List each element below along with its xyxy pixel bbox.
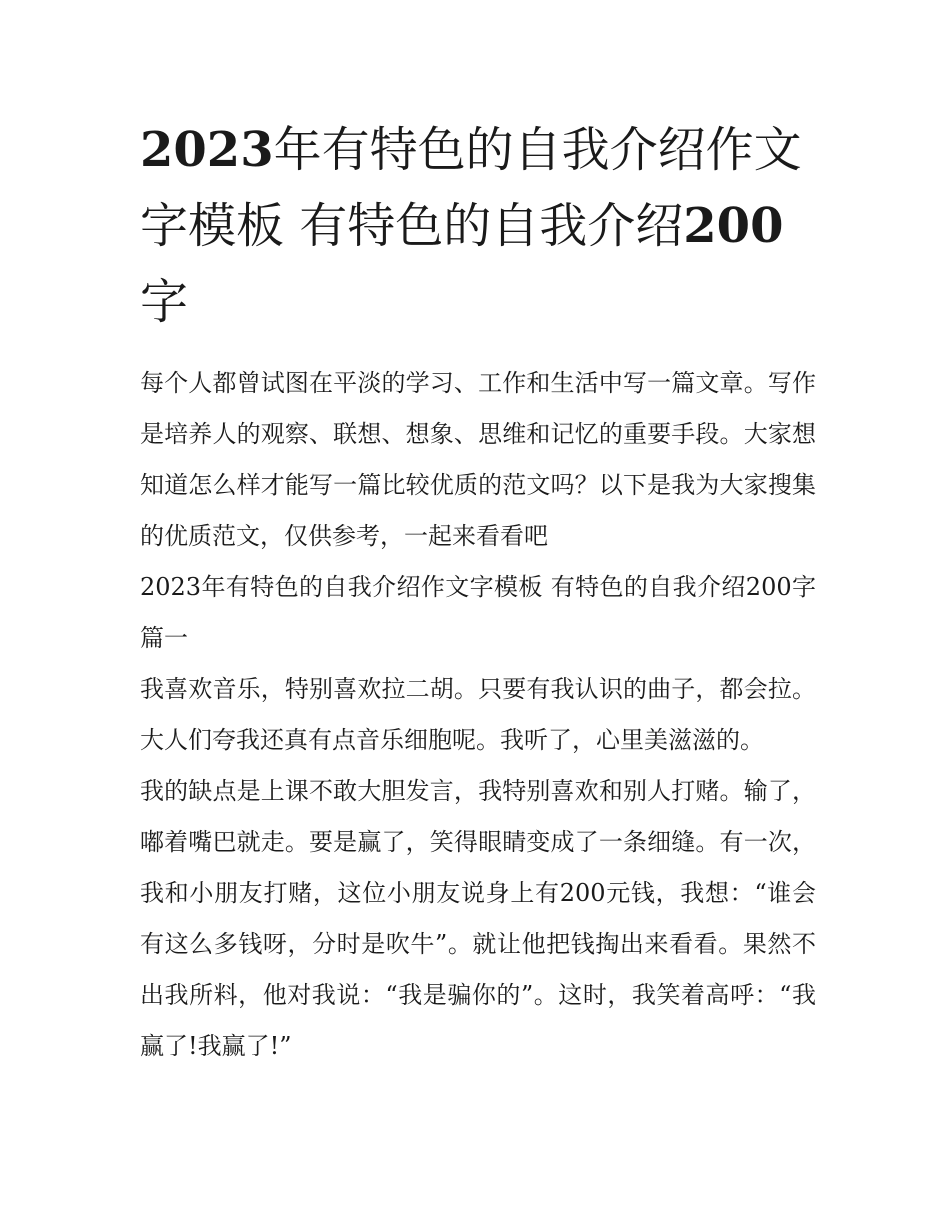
body-paragraph-1: 我喜欢音乐，特别喜欢拉二胡。只要有我认识的曲子，都会拉。大人们夸我还真有点音乐细胞呢。我听了，心里美滋滋的。 <box>140 675 816 754</box>
intro-paragraph: 每个人都曾试图在平淡的学习、工作和生活中写一篇文章。写作是培养人的观察、联想、想象、思维和记忆的重要手段。大家想知道怎么样才能写一篇比较优质的范文吗？以下是我为大家搜集的优质范文，仅供参考，一起来看看吧 <box>140 369 816 550</box>
title-text-2: 字 <box>140 274 189 330</box>
title-number: 200 <box>683 198 784 254</box>
title-year: 2023 <box>140 122 274 178</box>
document-page <box>140 112 816 1072</box>
section-heading: 2023年有特色的自我介绍作文字模板 有特色的自我介绍200字篇一 <box>140 573 816 652</box>
body-paragraph-2: 我的缺点是上课不敢大胆发言，我特别喜欢和别人打赌。输了，嘟着嘴巴就走。要是赢了，笑得眼睛变成了一条细缝。有一次，我和小朋友打赌，这位小朋友说身上有200元钱，我想：“谁会有这么多钱呀，分时是吹牛”。就让他把钱掏出来看看。果然不出我所料，他对我说：“我是骗你的”。这时，我笑着高呼：“我赢了!我赢了!” <box>140 777 816 1060</box>
document-title <box>140 112 816 340</box>
title-text-1: 年有特色的自我介绍作文字模板 有特色的自我介绍 <box>140 122 802 254</box>
